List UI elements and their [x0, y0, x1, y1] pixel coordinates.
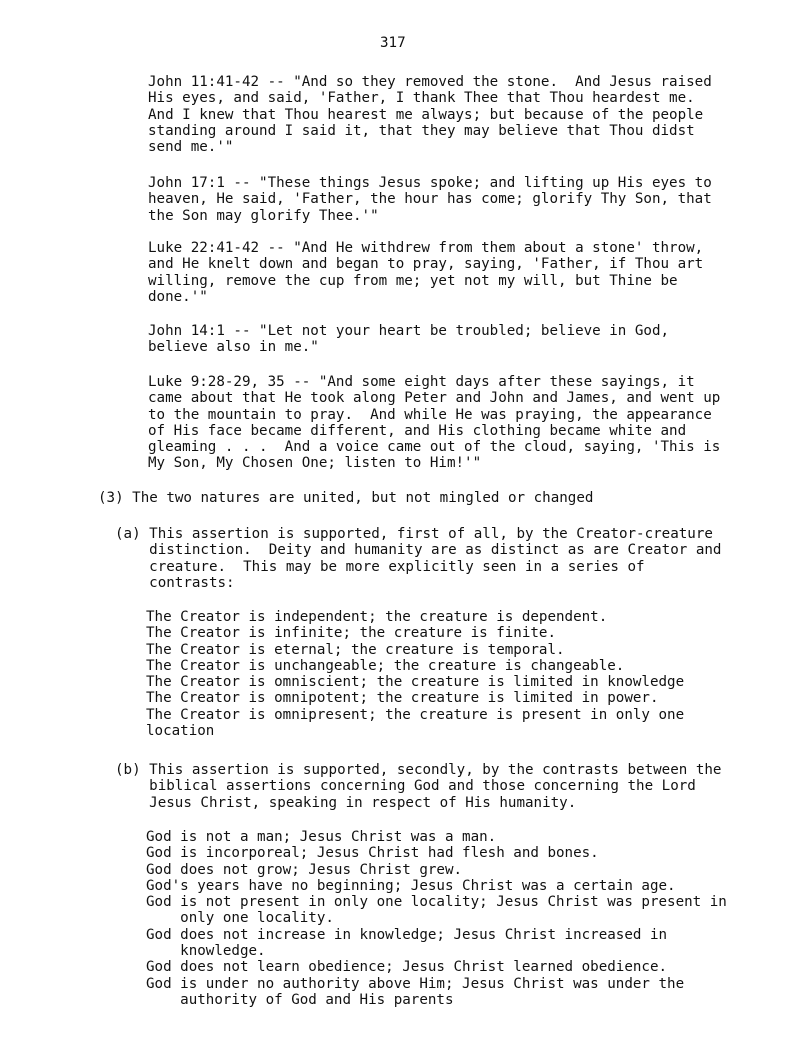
- page-number: 317: [380, 35, 406, 51]
- quote-john-14: John 14:1 -- "Let not your heart be troubled; believe in God, believe also in me.": [148, 323, 670, 356]
- quote-john-17: John 17:1 -- "These things Jesus spoke; and lifting up His eyes to heaven, He said, 'Father, the hour has come; glorify Thy Son, that the Son may glorify Thee.'": [148, 175, 712, 224]
- point-b-paragraph: (b) This assertion is supported, secondly, by the contrasts between the biblical assertions concerning God and those concerning the Lord Jesus Christ, speaking in respect of His humanity.: [115, 762, 722, 811]
- point-3-heading: (3) The two natures are united, but not mingled or changed: [98, 490, 594, 506]
- point-a-paragraph: (a) This assertion is supported, first of all, by the Creator-creature distinction. Deity and humanity are as distinct as are Creator and creature. This may be more explicitly seen in a series of contrasts:: [115, 526, 722, 591]
- creator-creature-contrasts: The Creator is independent; the creature is dependent. The Creator is infinite; the creature is finite. The Creator is eternal; the creature is temporal. The Creator is unchangeable; the creature is changeable. The Creator is omniscient; the creature is limited in knowledge The Creator is omnipotent; the creature is limited in power. The Creator is omnipresent; the creature is present in only one location: [146, 609, 685, 740]
- quote-luke-9: Luke 9:28-29, 35 -- "And some eight days after these sayings, it came about that He took along Peter and John and James, and went up to the mountain to pray. And while He was praying, the appearance of His face became different, and His clothing became white and gleaming . . . And a voice came out of the cloud, saying, 'This is My Son, My Chosen One; listen to Him!'": [148, 374, 721, 472]
- quote-luke-22: Luke 22:41-42 -- "And He withdrew from them about a stone' throw, and He knelt down and began to pray, saying, 'Father, if Thou art willing, remove the cup from me; yet not my will, but Thine be done.'": [148, 240, 704, 305]
- quote-john-11: John 11:41-42 -- "And so they removed the stone. And Jesus raised His eyes, and said, 'Father, I thank Thee that Thou heardest me. And I knew that Thou hearest me always; but because of the people standing around I said it, that they may believe that Thou didst send me.'": [148, 74, 712, 156]
- god-jesus-contrasts: God is not a man; Jesus Christ was a man. God is incorporeal; Jesus Christ had flesh and bones. God does not grow; Jesus Christ grew. God's years have no beginning; Jesus Christ was a certain age. God is not present in only one locality; Jesus Christ was present in only one locality. God does not increase in knowledge; Jesus Christ increased in knowledge. God does not learn obedience; Jesus Christ learned obedience. God is under no authority above Him; Jesus Christ was under the authority of God and His parents: [146, 829, 727, 1008]
